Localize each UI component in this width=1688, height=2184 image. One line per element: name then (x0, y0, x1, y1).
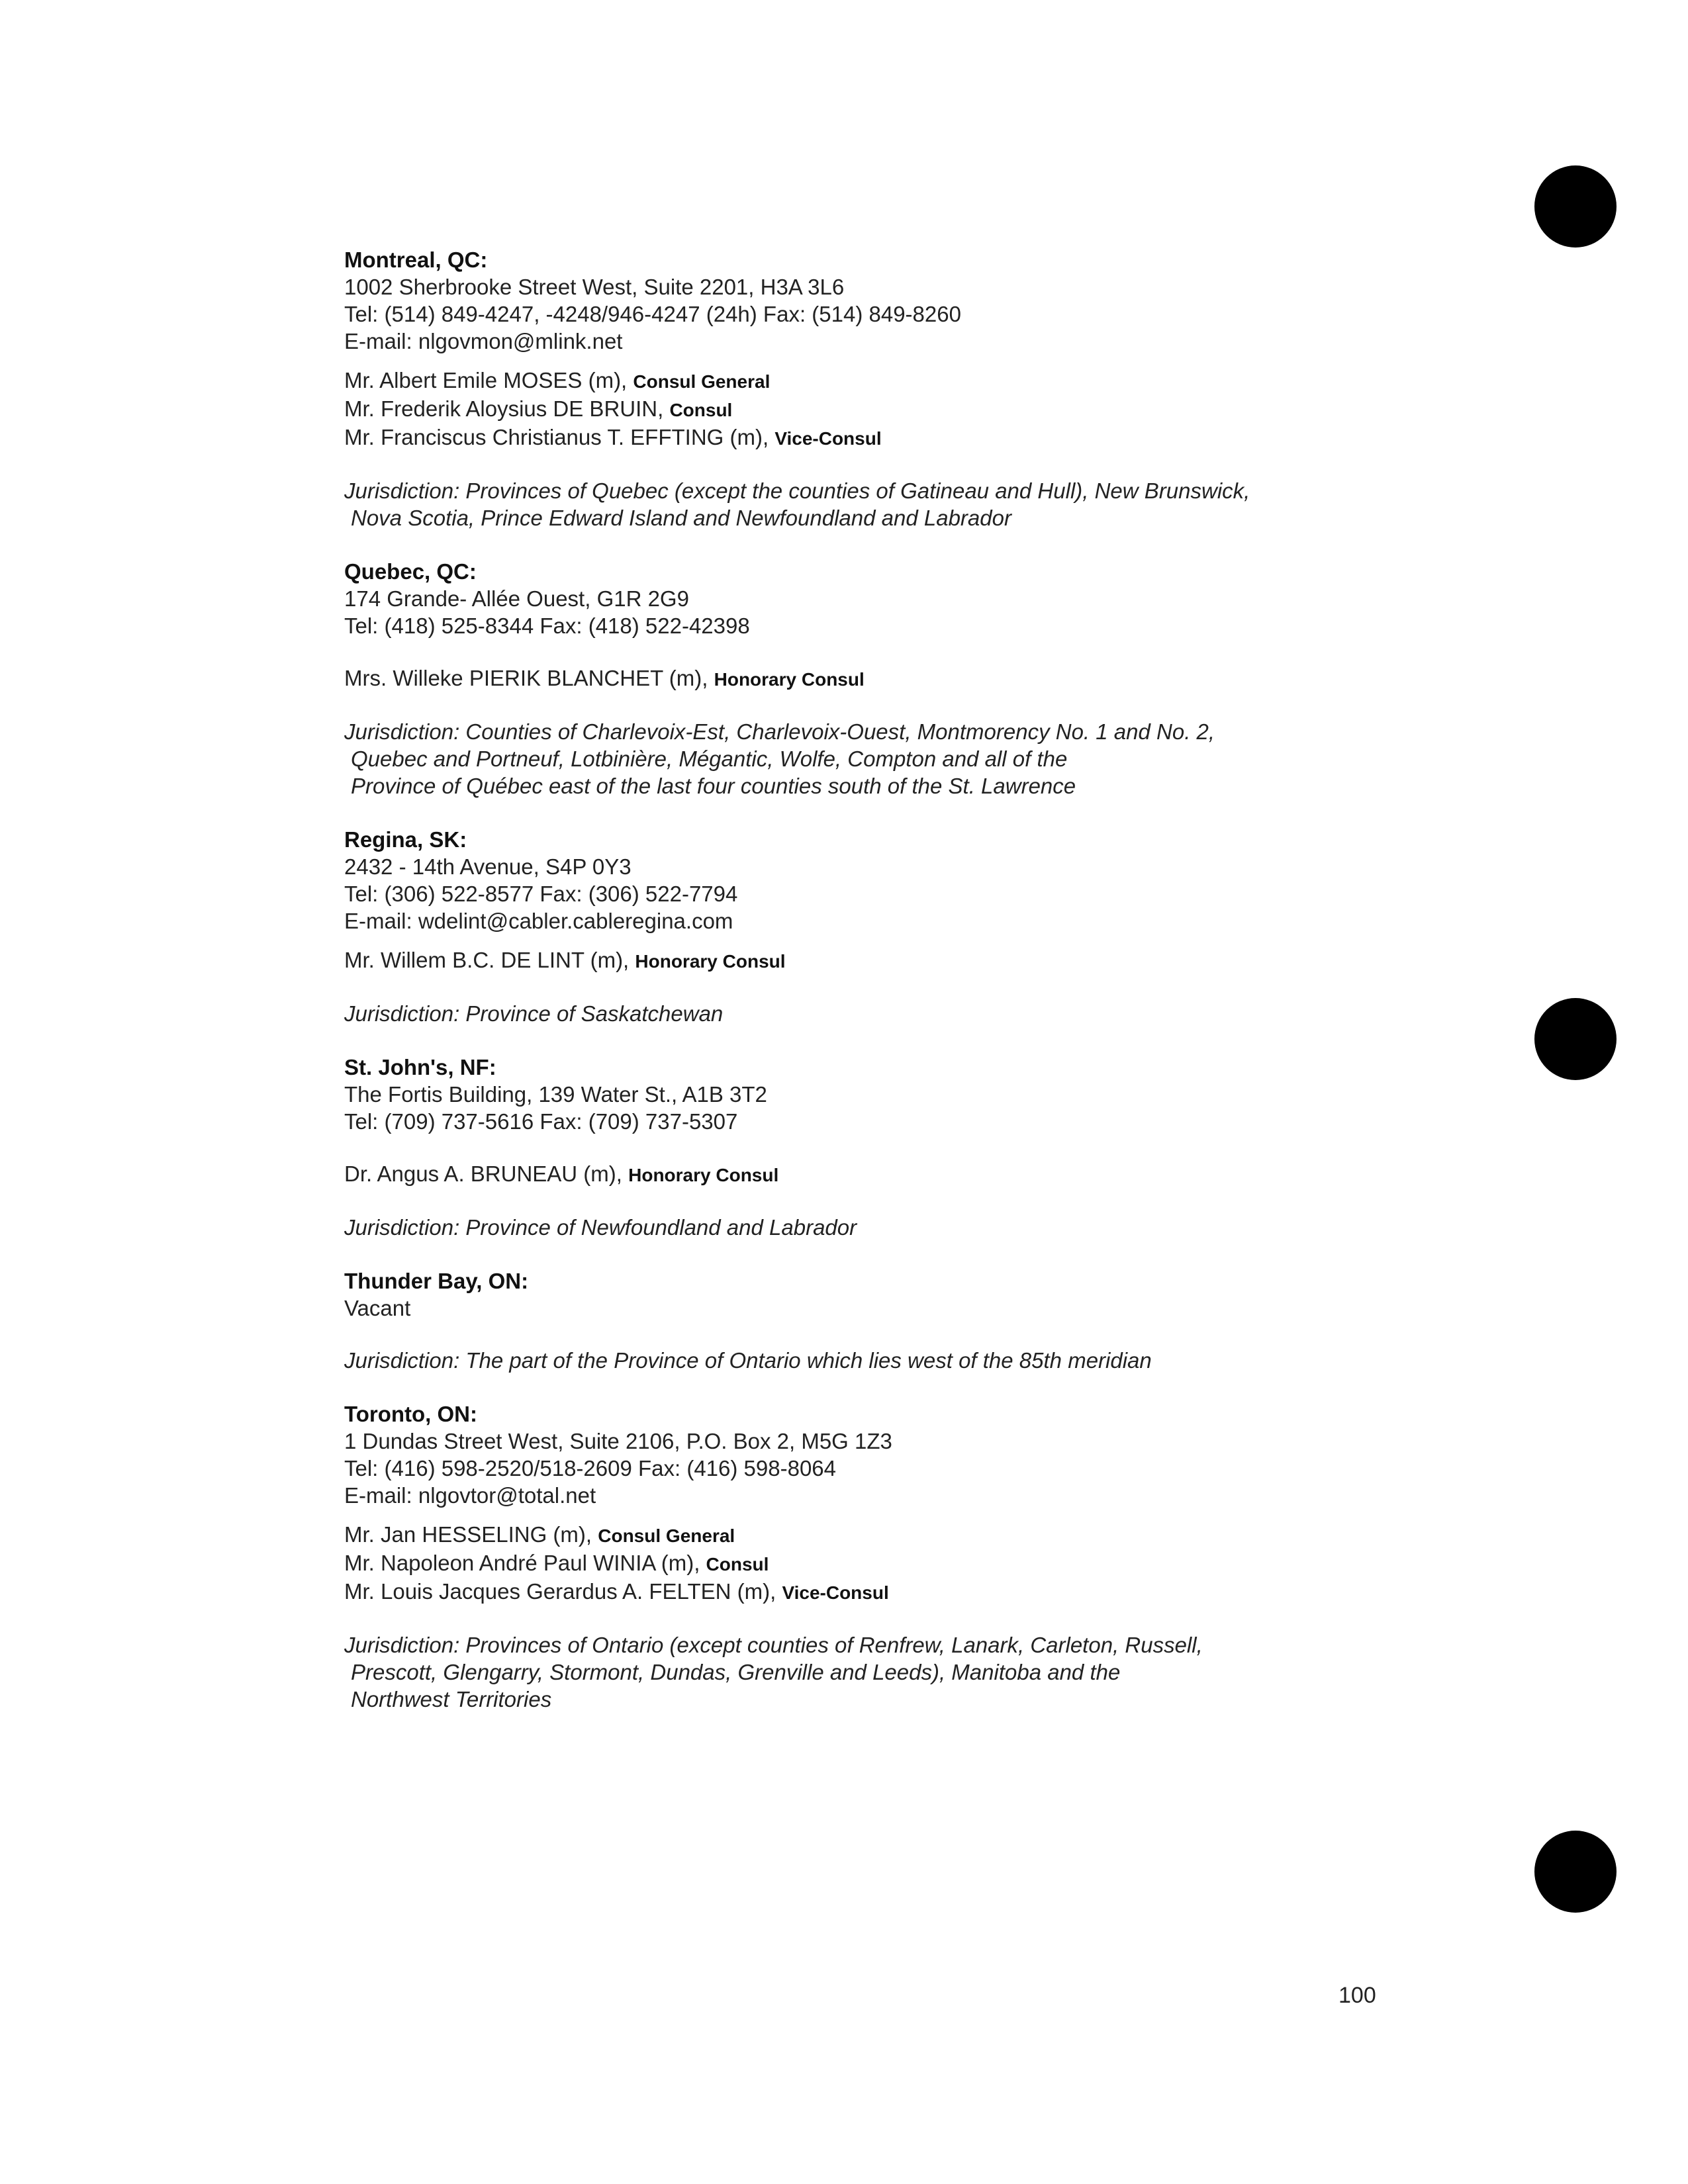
punch-hole-middle (1534, 998, 1617, 1080)
staff-name: Mr. Frederik Aloysius DE BRUIN, (344, 396, 670, 421)
jurisdiction (344, 1631, 1390, 1713)
jurisdiction-line: Jurisdiction: Counties of Charlevoix-Est, Charlevoix-Ouest, Montmorency No. 1 and No. 2, (344, 719, 1215, 744)
jurisdiction-line: Jurisdiction: The part of the Province of Ontario which lies west of the 85th meridian (344, 1348, 1152, 1373)
staff-name: Mr. Franciscus Christianus T. EFFTING (m), (344, 425, 775, 449)
address-line: E-mail: nlgovtor@total.net (344, 1483, 596, 1508)
staff-title: Honorary Consul (628, 1165, 779, 1185)
jurisdiction-line: Prescott, Glengarry, Stormont, Dundas, Grenville and Leeds), Manitoba and the (351, 1660, 1121, 1684)
staff-member (344, 395, 1390, 424)
jurisdiction-line: Jurisdiction: Provinces of Quebec (except the counties of Gatineau and Hull), New Brunswick, (344, 478, 1250, 503)
staff-title: Consul General (633, 371, 771, 392)
address-line: Tel: (306) 522-8577 Fax: (306) 522-7794 (344, 882, 738, 906)
address-line: E-mail: wdelint@cabler.cableregina.com (344, 909, 733, 933)
jurisdiction-line: Jurisdiction: Province of Newfoundland and Labrador (344, 1215, 857, 1240)
staff-title: Vice-Consul (774, 428, 882, 449)
address-line: 1002 Sherbrooke Street West, Suite 2201, H3A 3L6 (344, 275, 845, 299)
staff-member (344, 1549, 1390, 1578)
staff-name: Dr. Angus A. BRUNEAU (m), (344, 1161, 629, 1186)
jurisdiction (344, 718, 1390, 799)
address-line: Tel: (416) 598-2520/518-2609 Fax: (416) 598-8064 (344, 1456, 836, 1480)
jurisdiction (344, 477, 1390, 531)
address-line: Vacant (344, 1296, 411, 1320)
punch-hole-top (1534, 165, 1617, 248)
consulate-entry (344, 558, 1390, 826)
jurisdiction (344, 1214, 1390, 1241)
staff-member (344, 367, 1390, 395)
staff-member (344, 424, 1390, 452)
address-line: E-mail: nlgovmon@mlink.net (344, 329, 623, 353)
staff-title: Consul General (598, 1525, 735, 1546)
staff-name: Mr. Louis Jacques Gerardus A. FELTEN (m), (344, 1579, 782, 1604)
consulate-entry (344, 826, 1390, 1054)
city-heading: Toronto, ON: (344, 1402, 477, 1426)
city-heading: Thunder Bay, ON: (344, 1269, 529, 1293)
staff-member (344, 1578, 1390, 1606)
city-heading: Montreal, QC: (344, 248, 488, 272)
consulate-listing (344, 246, 1390, 1713)
city-heading: Quebec, QC: (344, 559, 477, 584)
staff-member (344, 1521, 1390, 1549)
consulate-entry (344, 1054, 1390, 1267)
staff-title: Vice-Consul (782, 1582, 889, 1603)
city-heading: St. John's, NF: (344, 1055, 496, 1079)
address-line: Tel: (418) 525-8344 Fax: (418) 522-42398 (344, 614, 750, 638)
staff-member (344, 946, 1390, 975)
address-line: 174 Grande- Allée Ouest, G1R 2G9 (344, 586, 689, 611)
staff-name: Mr. Albert Emile MOSES (m), (344, 368, 633, 392)
consulate-entry (344, 246, 1390, 558)
address-line: 1 Dundas Street West, Suite 2106, P.O. Box 2, M5G 1Z3 (344, 1429, 892, 1453)
staff-name: Mr. Willem B.C. DE LINT (m), (344, 948, 635, 972)
staff-title: Honorary Consul (714, 669, 865, 690)
jurisdiction-line: Province of Québec east of the last four counties south of the St. Lawrence (351, 774, 1076, 798)
punch-hole-bottom (1534, 1831, 1617, 1913)
jurisdiction-line: Jurisdiction: Province of Saskatchewan (344, 1001, 724, 1026)
consulate-entry (344, 1400, 1390, 1713)
address-line: Tel: (709) 737-5616 Fax: (709) 737-5307 (344, 1109, 738, 1134)
jurisdiction-line: Jurisdiction: Provinces of Ontario (except counties of Renfrew, Lanark, Carleton, Russell, (344, 1633, 1203, 1657)
jurisdiction-line: Northwest Territories (351, 1687, 552, 1711)
city-heading: Regina, SK: (344, 827, 467, 852)
address-line: 2432 - 14th Avenue, S4P 0Y3 (344, 854, 632, 879)
staff-name: Mr. Napoleon André Paul WINIA (m), (344, 1551, 706, 1575)
jurisdiction-line: Nova Scotia, Prince Edward Island and Newfoundland and Labrador (351, 506, 1011, 530)
staff-name: Mr. Jan HESSELING (m), (344, 1522, 598, 1547)
address-line: Tel: (514) 849-4247, -4248/946-4247 (24h) Fax: (514) 849-8260 (344, 302, 961, 326)
address-line: The Fortis Building, 139 Water St., A1B 3T2 (344, 1082, 767, 1107)
jurisdiction (344, 1347, 1390, 1374)
staff-name: Mrs. Willeke PIERIK BLANCHET (m), (344, 666, 714, 690)
jurisdiction (344, 1000, 1390, 1027)
page-number: 100 (1338, 1983, 1376, 2008)
staff-title: Consul (706, 1554, 769, 1574)
staff-member (344, 1160, 1390, 1189)
consulate-entry (344, 1267, 1390, 1400)
staff-title: Honorary Consul (635, 951, 786, 972)
jurisdiction-line: Quebec and Portneuf, Lotbinière, Mégantic, Wolfe, Compton and all of the (351, 747, 1068, 771)
staff-member (344, 664, 1390, 693)
staff-title: Consul (669, 400, 733, 420)
